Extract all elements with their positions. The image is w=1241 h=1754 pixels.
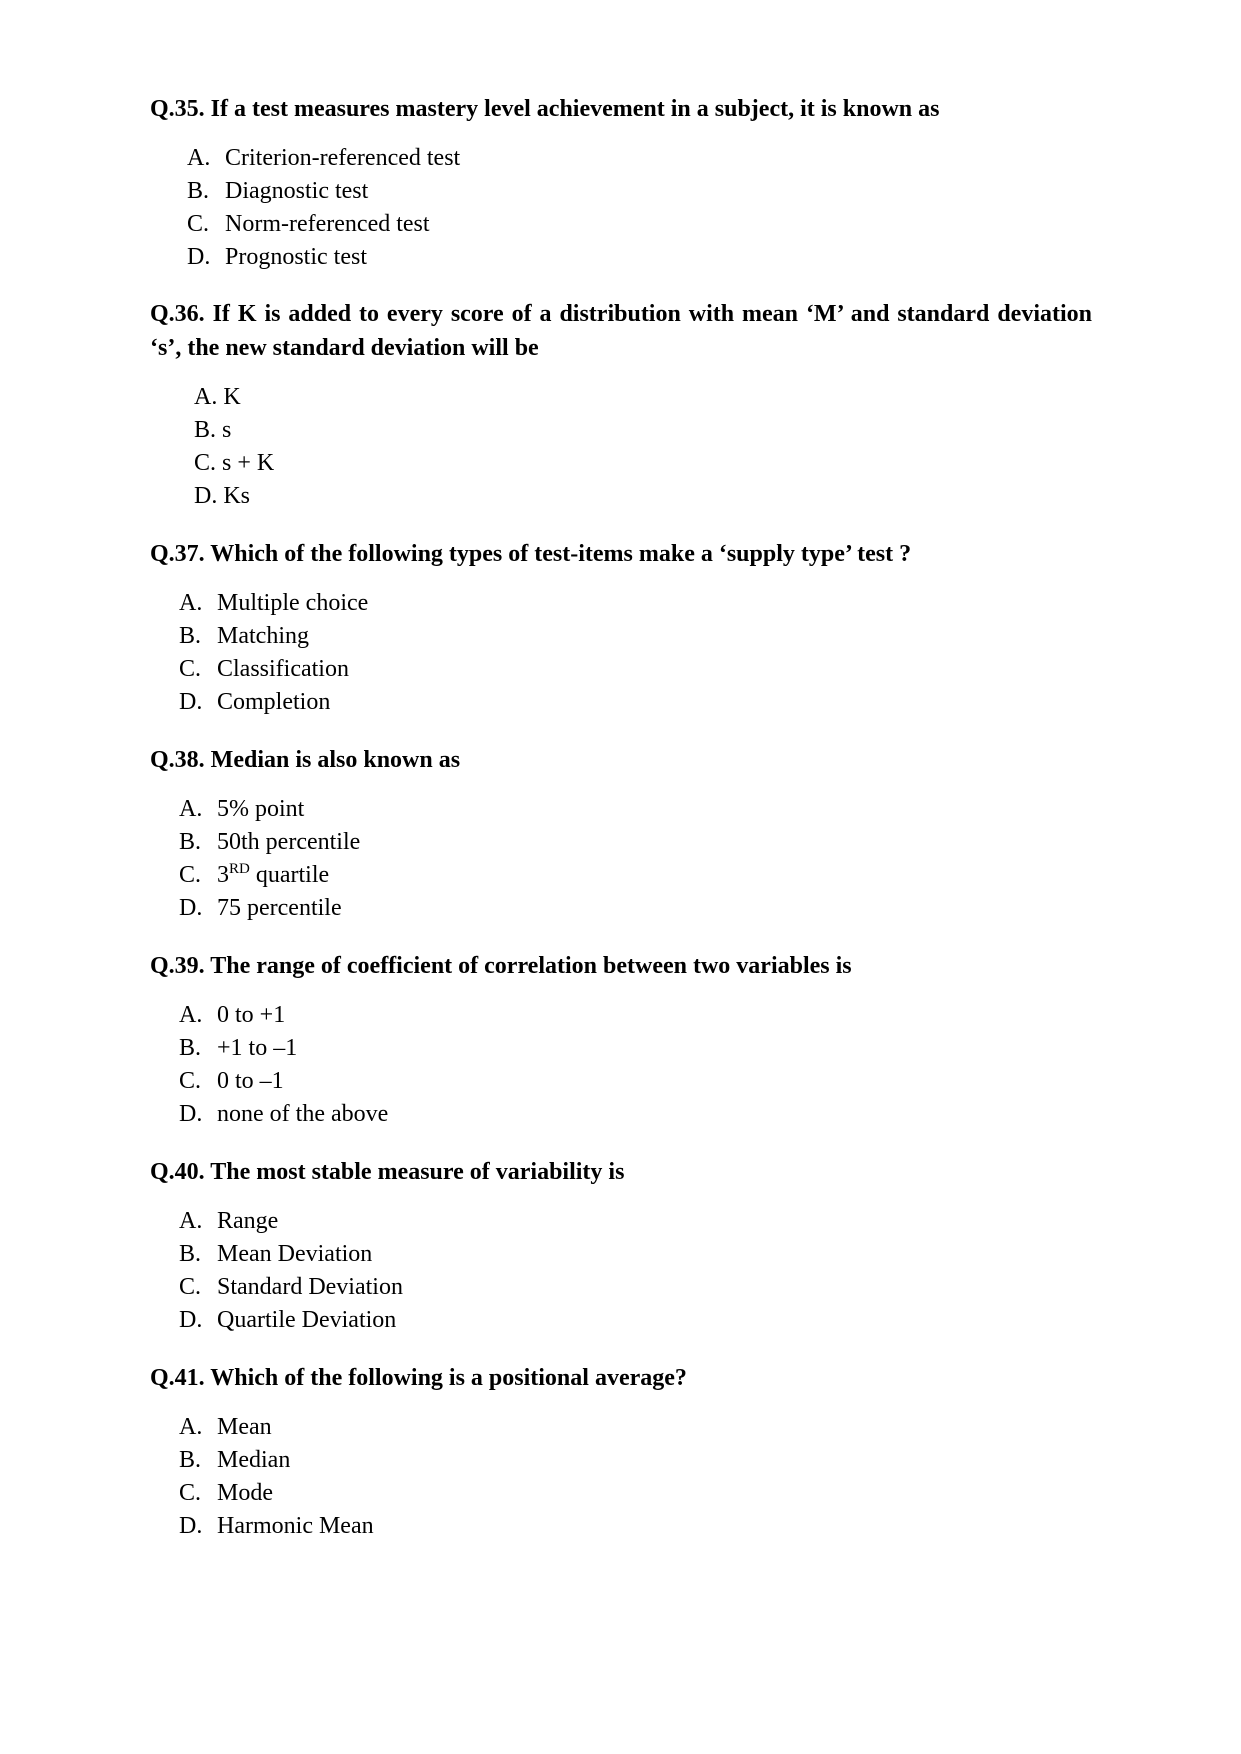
question-title: Q.38. Median is also known as [150, 747, 461, 773]
option-b [179, 1238, 1092, 1271]
option-letter: B. [179, 829, 202, 855]
option-letter: D. [187, 244, 211, 270]
question-title-line-1: Q.36. If K is added to every score of a distribution with mean ‘M’ and standard [150, 301, 990, 327]
option-text: 75 percentile [217, 895, 342, 921]
option-b [194, 414, 1092, 447]
question-title: Q.40. The most stable measure of variability is [150, 1159, 625, 1185]
option-letter: D. [194, 483, 218, 509]
option-d [179, 1098, 1092, 1131]
option-text-suffix: quartile [249, 862, 330, 888]
option-letter: C. [179, 1480, 202, 1506]
option-text: 5% point [217, 796, 305, 822]
option-text-number: 3 [217, 862, 229, 888]
option-letter: D. [179, 1101, 203, 1127]
option-letter: B. [187, 178, 210, 204]
option-list [150, 1411, 1092, 1543]
option-letter: C. [179, 1068, 202, 1094]
option-letter: A. [179, 796, 203, 822]
option-list [150, 1205, 1092, 1337]
option-text: Standard Deviation [217, 1274, 403, 1300]
option-letter: A. [194, 384, 218, 410]
option-letter: A. [179, 590, 203, 616]
option-text: s + K [222, 450, 275, 476]
option-a [179, 793, 1092, 826]
option-letter: C. [187, 211, 210, 237]
option-b [179, 826, 1092, 859]
option-letter: B. [179, 1035, 202, 1061]
option-text: Median [217, 1447, 291, 1473]
option-list [150, 999, 1092, 1131]
option-letter: B. [194, 417, 217, 443]
question-41 [150, 1361, 1092, 1543]
option-letter: B. [179, 1447, 202, 1473]
option-letter: C. [179, 1274, 202, 1300]
question-39 [150, 949, 1092, 1131]
option-letter: D. [179, 1307, 203, 1333]
option-text: Criterion-referenced test [225, 145, 461, 171]
option-text: Quartile Deviation [217, 1307, 397, 1333]
option-b [179, 1444, 1092, 1477]
option-text: Multiple choice [217, 590, 369, 616]
question-title: Q.41. Which of the following is a positional average? [150, 1365, 687, 1391]
option-letter: D. [179, 689, 203, 715]
option-text: Harmonic Mean [217, 1513, 374, 1539]
question-title: Q.37. Which of the following types of test-items make a ‘supply type’ test ? [150, 541, 912, 567]
option-b [179, 1032, 1092, 1065]
option-letter: B. [179, 623, 202, 649]
option-d [179, 686, 1092, 719]
option-text: Range [217, 1208, 279, 1234]
option-c [179, 1271, 1092, 1304]
option-c [179, 859, 1092, 892]
option-c [179, 1477, 1092, 1510]
option-a [179, 1205, 1092, 1238]
option-d [179, 892, 1092, 925]
option-text: Norm-referenced test [225, 211, 430, 237]
option-c [194, 447, 1092, 480]
option-d [179, 1304, 1092, 1337]
option-a [187, 142, 1092, 175]
question-title: Q.35. If a test measures mastery level achievement in a subject, it is known as [150, 96, 940, 122]
question-40 [150, 1155, 1092, 1337]
option-letter: A. [179, 1414, 203, 1440]
option-letter: D. [179, 895, 203, 921]
option-text: Completion [217, 689, 331, 715]
option-a [194, 381, 1092, 414]
question-title-line-2: deviation ‘s’, the new standard deviation will be [150, 301, 1092, 361]
option-a [179, 587, 1092, 620]
option-text: Prognostic test [225, 244, 367, 270]
option-list [150, 381, 1092, 513]
option-letter: C. [194, 450, 217, 476]
option-text: 0 to +1 [217, 1002, 286, 1028]
option-text-superscript: RD [229, 861, 250, 877]
option-text: 0 to –1 [217, 1068, 284, 1094]
option-letter: B. [179, 1241, 202, 1267]
question-title: Q.39. The range of coefficient of correlation between two variables is [150, 953, 852, 979]
option-list [150, 142, 1092, 274]
option-text: +1 to –1 [217, 1035, 298, 1061]
question-35 [150, 92, 1092, 274]
option-d [187, 241, 1092, 274]
option-text: K [223, 384, 241, 410]
option-text: none of the above [217, 1101, 389, 1127]
option-d [194, 480, 1092, 513]
option-list [150, 587, 1092, 719]
option-c [179, 653, 1092, 686]
option-a [179, 1411, 1092, 1444]
option-text: Matching [217, 623, 309, 649]
option-text: Classification [217, 656, 349, 682]
option-letter: A. [179, 1208, 203, 1234]
option-text: Mode [217, 1480, 273, 1506]
option-text: Mean [217, 1414, 272, 1440]
option-list [150, 793, 1092, 925]
option-c [187, 208, 1092, 241]
option-b [187, 175, 1092, 208]
question-36 [150, 297, 1092, 513]
question-title [150, 297, 1092, 365]
option-letter: C. [179, 862, 202, 888]
option-text: Diagnostic test [225, 178, 369, 204]
option-text: Mean Deviation [217, 1241, 373, 1267]
option-letter: A. [187, 145, 211, 171]
option-d [179, 1510, 1092, 1543]
question-37 [150, 537, 1092, 719]
option-letter: C. [179, 656, 202, 682]
option-text: s [222, 417, 232, 443]
option-text: Ks [223, 483, 251, 509]
option-letter: D. [179, 1513, 203, 1539]
option-b [179, 620, 1092, 653]
option-text: 50th percentile [217, 829, 361, 855]
option-letter: A. [179, 1002, 203, 1028]
option-c [179, 1065, 1092, 1098]
option-a [179, 999, 1092, 1032]
question-38 [150, 743, 1092, 925]
